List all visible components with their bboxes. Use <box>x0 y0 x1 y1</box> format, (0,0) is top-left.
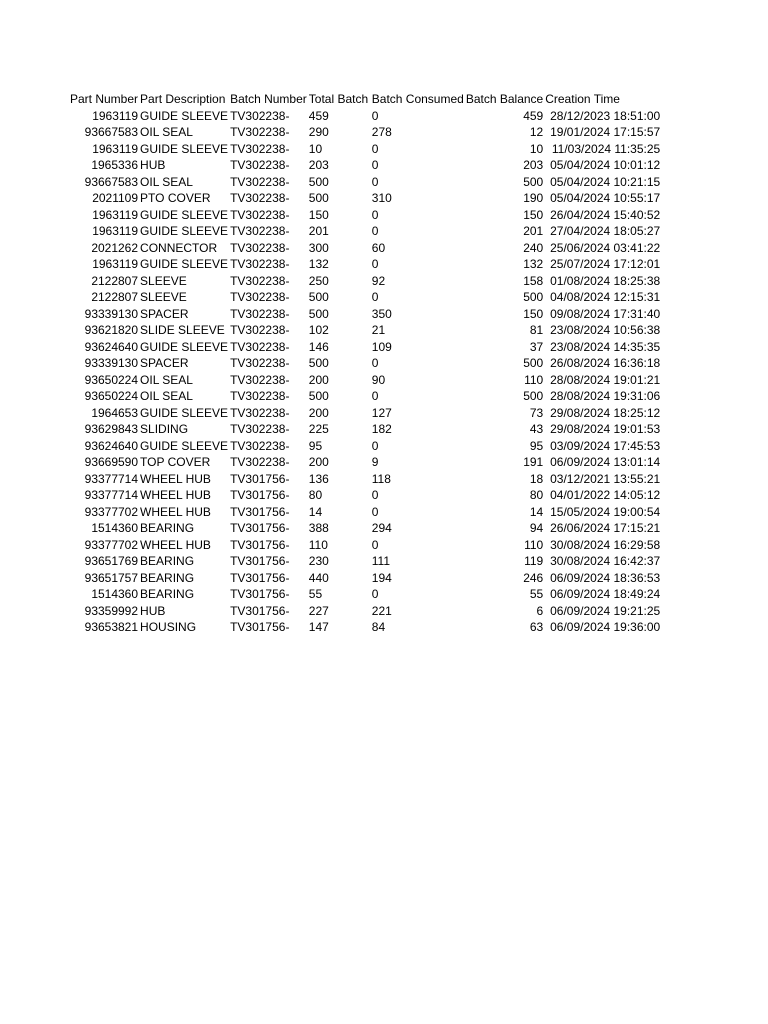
cell-batch-consumed: 0 <box>371 174 379 189</box>
header-part-description: Part Description <box>140 92 226 106</box>
cell-batch-number: TV302238- <box>230 356 290 370</box>
cell-part-description: HUB <box>140 603 166 618</box>
cell-batch-number: TV302238- <box>230 372 290 387</box>
cell-part-number: 93651769 <box>84 554 139 568</box>
cell-batch-consumed: 221 <box>371 603 392 618</box>
cell-creation-time: 30/08/2024 16:29:58 <box>550 537 661 552</box>
table-row <box>69 190 661 207</box>
cell-creation-time: 05/04/2024 10:55:17 <box>550 191 661 205</box>
table-row <box>69 339 661 356</box>
header-row <box>69 91 661 108</box>
cell-part-number: 1963119 <box>92 224 139 238</box>
cell-part-number: 1963119 <box>92 257 139 271</box>
cell-part-number: 93650224 <box>84 372 139 387</box>
cell-creation-time: 27/04/2024 18:05:27 <box>550 224 661 238</box>
cell-creation-time: 06/09/2024 13:01:14 <box>550 455 661 469</box>
table-row <box>69 372 661 389</box>
cell-batch-balance: 94 <box>529 521 544 535</box>
cell-creation-time: 05/04/2024 10:21:15 <box>550 174 661 189</box>
cell-total-batch: 300 <box>308 240 329 255</box>
cell-part-description: GUIDE SLEEVE <box>140 224 229 238</box>
spreadsheet <box>69 91 661 636</box>
cell-total-batch: 80 <box>308 488 323 502</box>
cell-batch-consumed: 0 <box>371 488 379 502</box>
cell-part-number: 2021262 <box>91 240 139 255</box>
cell-batch-balance: 110 <box>524 537 544 552</box>
cell-batch-balance: 246 <box>523 570 544 585</box>
cell-total-batch: 55 <box>308 587 323 601</box>
cell-total-batch: 500 <box>308 174 329 189</box>
cell-batch-balance: 73 <box>529 405 544 420</box>
cell-part-description: SLEEVE <box>140 273 187 288</box>
cell-batch-consumed: 111 <box>371 554 391 568</box>
cell-part-number: 93621820 <box>84 323 139 337</box>
cell-batch-number: TV301756- <box>230 537 290 552</box>
cell-batch-consumed: 0 <box>371 356 379 370</box>
cell-batch-balance: 95 <box>529 438 544 453</box>
cell-batch-number: TV302238- <box>230 141 290 156</box>
cell-part-description: WHEEL HUB <box>140 537 211 552</box>
cell-part-description: OIL SEAL <box>140 372 193 387</box>
cell-creation-time: 04/08/2024 12:15:31 <box>550 290 661 304</box>
cell-creation-time: 28/12/2023 18:51:00 <box>550 108 661 123</box>
cell-batch-balance: 191 <box>523 455 544 469</box>
cell-batch-consumed: 310 <box>371 191 392 205</box>
cell-creation-time: 09/08/2024 17:31:40 <box>550 306 661 321</box>
cell-batch-number: TV302238- <box>230 290 290 304</box>
table-row <box>69 240 661 257</box>
header-part-number: Part Number <box>70 92 139 106</box>
cell-part-number: 93629843 <box>84 422 139 436</box>
cell-total-batch: 147 <box>308 620 329 634</box>
cell-batch-number: TV301756- <box>230 603 290 618</box>
cell-total-batch: 225 <box>308 422 329 436</box>
cell-batch-balance: 500 <box>523 389 544 403</box>
cell-batch-number: TV301756- <box>230 471 290 486</box>
cell-total-batch: 201 <box>308 224 329 238</box>
cell-creation-time: 28/08/2024 19:31:06 <box>550 389 661 403</box>
cell-part-number: 2122807 <box>91 290 139 304</box>
cell-part-number: 93650224 <box>84 389 139 403</box>
cell-batch-number: TV301756- <box>230 488 290 502</box>
cell-batch-consumed: 0 <box>371 141 379 156</box>
table-row <box>69 553 661 570</box>
cell-batch-consumed: 182 <box>371 422 392 436</box>
cell-part-description: GUIDE SLEEVE <box>140 141 229 156</box>
cell-part-description: GUIDE SLEEVE <box>140 207 229 222</box>
table-row <box>69 157 661 174</box>
header-total-batch: Total Batch <box>308 92 369 106</box>
cell-part-description: WHEEL HUB <box>140 504 211 519</box>
cell-part-description: BEARING <box>140 554 195 568</box>
cell-batch-number: TV302238- <box>230 108 290 123</box>
cell-batch-consumed: 278 <box>371 125 392 139</box>
cell-creation-time: 03/12/2021 13:55:21 <box>550 471 661 486</box>
cell-batch-balance: 6 <box>536 603 544 618</box>
cell-batch-consumed: 0 <box>371 587 379 601</box>
cell-part-number: 1963119 <box>92 207 139 222</box>
cell-total-batch: 500 <box>308 191 329 205</box>
cell-batch-consumed: 0 <box>371 504 379 519</box>
cell-part-number: 2021109 <box>92 191 139 205</box>
cell-creation-time: 29/08/2024 18:25:12 <box>550 405 661 420</box>
cell-part-description: WHEEL HUB <box>140 488 211 502</box>
cell-part-description: WHEEL HUB <box>140 471 211 486</box>
cell-part-number: 93667583 <box>84 125 139 139</box>
header-creation-time: Creation Time <box>545 92 620 106</box>
cell-batch-consumed: 0 <box>371 158 379 172</box>
cell-batch-number: TV302238- <box>230 191 290 205</box>
cell-total-batch: 102 <box>308 323 329 337</box>
cell-batch-number: TV302238- <box>230 422 290 436</box>
cell-total-batch: 500 <box>308 389 329 403</box>
table-row <box>69 388 661 405</box>
cell-part-number: 93377702 <box>84 537 139 552</box>
cell-creation-time: 26/08/2024 16:36:18 <box>550 356 661 370</box>
cell-total-batch: 203 <box>308 158 329 172</box>
cell-part-number: 93339130 <box>84 356 139 370</box>
table-row <box>69 223 661 240</box>
cell-batch-balance: 55 <box>529 587 544 601</box>
cell-part-number: 1963119 <box>92 108 139 123</box>
cell-part-number: 1965336 <box>91 158 139 172</box>
cell-batch-consumed: 92 <box>371 273 386 288</box>
cell-batch-balance: 240 <box>523 240 544 255</box>
cell-batch-balance: 158 <box>523 273 544 288</box>
cell-total-batch: 150 <box>308 207 329 222</box>
cell-total-batch: 146 <box>308 339 329 354</box>
table-row <box>69 438 661 455</box>
cell-creation-time: 15/05/2024 19:00:54 <box>550 504 661 519</box>
cell-part-description: BEARING <box>140 570 195 585</box>
cell-creation-time: 04/01/2022 14:05:12 <box>550 488 661 502</box>
cell-batch-number: TV302238- <box>230 207 290 222</box>
cell-part-number: 93377702 <box>84 504 139 519</box>
cell-total-batch: 500 <box>308 290 329 304</box>
cell-part-description: SLIDING <box>140 422 189 436</box>
cell-batch-consumed: 109 <box>371 339 392 354</box>
cell-total-batch: 230 <box>308 554 329 568</box>
cell-batch-number: TV302238- <box>230 273 290 288</box>
header-batch-consumed: Batch Consumed <box>371 92 464 106</box>
cell-creation-time: 06/09/2024 18:49:24 <box>550 587 661 601</box>
cell-part-description: SPACER <box>140 356 189 370</box>
cell-batch-consumed: 0 <box>371 108 379 123</box>
header-batch-balance: Batch Balance <box>465 92 544 106</box>
cell-total-batch: 200 <box>308 405 329 420</box>
cell-total-batch: 200 <box>308 455 329 469</box>
table-row <box>69 289 661 306</box>
cell-batch-balance: 500 <box>523 290 544 304</box>
cell-batch-balance: 190 <box>523 191 544 205</box>
cell-creation-time: 11/03/2024 11:35:25 <box>551 141 661 156</box>
cell-creation-time: 30/08/2024 16:42:37 <box>550 554 661 568</box>
cell-batch-balance: 500 <box>523 174 544 189</box>
cell-part-number: 93377714 <box>84 471 139 486</box>
table-row <box>69 619 661 636</box>
cell-creation-time: 26/04/2024 15:40:52 <box>550 207 661 222</box>
cell-batch-consumed: 9 <box>371 455 379 469</box>
cell-batch-balance: 37 <box>529 339 544 354</box>
cell-part-description: SPACER <box>140 306 189 321</box>
cell-batch-consumed: 0 <box>371 438 379 453</box>
cell-part-description: GUIDE SLEEVE <box>140 438 229 453</box>
cell-batch-consumed: 350 <box>371 306 392 321</box>
cell-part-number: 93651757 <box>84 570 139 585</box>
header-batch-number: Batch Number <box>230 92 307 106</box>
cell-part-description: SLIDE SLEEVE <box>140 323 225 337</box>
cell-batch-consumed: 118 <box>371 471 391 486</box>
cell-batch-number: TV302238- <box>230 224 290 238</box>
cell-batch-number: TV302238- <box>230 174 290 189</box>
cell-creation-time: 23/08/2024 14:35:35 <box>550 339 661 354</box>
table-row <box>69 174 661 191</box>
cell-batch-balance: 150 <box>523 306 544 321</box>
cell-part-number: 1963119 <box>92 141 139 156</box>
cell-part-description: PTO COVER <box>140 191 211 205</box>
cell-part-description: TOP COVER <box>140 455 211 469</box>
table-row <box>69 405 661 422</box>
cell-batch-balance: 500 <box>523 356 544 370</box>
table-row <box>69 537 661 554</box>
cell-creation-time: 25/06/2024 03:41:22 <box>550 240 661 255</box>
cell-batch-consumed: 0 <box>371 290 379 304</box>
table-row <box>69 256 661 273</box>
cell-batch-balance: 150 <box>523 207 544 222</box>
cell-part-number: 1514360 <box>91 587 139 601</box>
cell-part-description: HOUSING <box>140 620 197 634</box>
cell-part-number: 93377714 <box>84 488 139 502</box>
cell-total-batch: 290 <box>308 125 329 139</box>
cell-part-description: BEARING <box>140 587 195 601</box>
cell-total-batch: 200 <box>308 372 329 387</box>
cell-batch-balance: 10 <box>529 141 544 156</box>
cell-part-number: 93339130 <box>84 306 139 321</box>
table-row <box>69 421 661 438</box>
cell-creation-time: 29/08/2024 19:01:53 <box>550 422 661 436</box>
cell-total-batch: 136 <box>308 471 329 486</box>
table-body <box>69 108 661 636</box>
cell-batch-balance: 80 <box>529 488 544 502</box>
cell-batch-number: TV302238- <box>230 306 290 321</box>
cell-batch-number: TV302238- <box>230 240 290 255</box>
cell-part-description: BEARING <box>140 521 195 535</box>
cell-total-batch: 95 <box>308 438 323 453</box>
cell-part-description: SLEEVE <box>140 290 187 304</box>
cell-creation-time: 25/07/2024 17:12:01 <box>550 257 661 271</box>
table-row <box>69 603 661 620</box>
cell-batch-balance: 81 <box>529 323 544 337</box>
cell-part-number: 1964653 <box>91 405 139 420</box>
table-row <box>69 108 661 125</box>
cell-part-number: 93624640 <box>84 438 139 453</box>
cell-part-description: GUIDE SLEEVE <box>140 108 229 123</box>
cell-part-description: OIL SEAL <box>140 174 193 189</box>
cell-batch-number: TV301756- <box>230 587 290 601</box>
cell-batch-number: TV302238- <box>230 257 290 271</box>
cell-batch-number: TV301756- <box>230 554 290 568</box>
cell-part-description: GUIDE SLEEVE <box>140 257 229 271</box>
cell-creation-time: 06/09/2024 19:36:00 <box>550 620 661 634</box>
cell-batch-number: TV302238- <box>230 438 290 453</box>
table-row <box>69 504 661 521</box>
cell-part-number: 93624640 <box>84 339 139 354</box>
cell-batch-number: TV302238- <box>230 323 290 337</box>
cell-total-batch: 459 <box>308 108 329 123</box>
table-row <box>69 322 661 339</box>
cell-batch-number: TV302238- <box>230 339 290 354</box>
table-row <box>69 124 661 141</box>
table-row <box>69 454 661 471</box>
cell-batch-number: TV302238- <box>230 158 290 172</box>
cell-batch-consumed: 0 <box>371 207 379 222</box>
cell-total-batch: 110 <box>308 537 328 552</box>
cell-creation-time: 03/09/2024 17:45:53 <box>550 438 661 453</box>
cell-part-number: 93359992 <box>84 603 139 618</box>
cell-creation-time: 28/08/2024 19:01:21 <box>550 372 661 387</box>
cell-batch-balance: 201 <box>523 224 544 238</box>
cell-batch-consumed: 84 <box>371 620 386 634</box>
cell-creation-time: 26/06/2024 17:15:21 <box>550 521 661 535</box>
cell-batch-balance: 43 <box>529 422 544 436</box>
cell-creation-time: 23/08/2024 10:56:38 <box>550 323 661 337</box>
cell-part-description: CONNECTOR <box>140 240 218 255</box>
cell-total-batch: 250 <box>308 273 329 288</box>
cell-batch-consumed: 294 <box>371 521 392 535</box>
cell-batch-consumed: 0 <box>371 537 379 552</box>
table-row <box>69 355 661 372</box>
cell-total-batch: 500 <box>308 356 329 370</box>
cell-batch-number: TV302238- <box>230 125 290 139</box>
cell-creation-time: 01/08/2024 18:25:38 <box>550 273 661 288</box>
cell-part-number: 93667583 <box>84 174 139 189</box>
cell-batch-number: TV301756- <box>230 570 290 585</box>
cell-batch-balance: 63 <box>529 620 544 634</box>
cell-total-batch: 500 <box>308 306 329 321</box>
cell-total-batch: 227 <box>308 603 329 618</box>
cell-total-batch: 10 <box>308 141 323 156</box>
cell-part-description: OIL SEAL <box>140 389 193 403</box>
cell-creation-time: 06/09/2024 18:36:53 <box>550 570 661 585</box>
cell-batch-number: TV301756- <box>230 620 290 634</box>
cell-part-description: GUIDE SLEEVE <box>140 339 229 354</box>
cell-batch-balance: 18 <box>529 471 544 486</box>
cell-batch-balance: 132 <box>523 257 544 271</box>
cell-batch-consumed: 194 <box>371 570 392 585</box>
cell-batch-number: TV301756- <box>230 521 290 535</box>
table-row <box>69 207 661 224</box>
cell-total-batch: 388 <box>308 521 329 535</box>
cell-batch-balance: 203 <box>523 158 544 172</box>
cell-batch-consumed: 127 <box>371 405 392 420</box>
cell-batch-consumed: 0 <box>371 224 379 238</box>
cell-batch-balance: 459 <box>523 108 544 123</box>
cell-batch-consumed: 21 <box>371 323 386 337</box>
cell-batch-balance: 119 <box>524 554 544 568</box>
cell-batch-balance: 110 <box>524 372 544 387</box>
cell-batch-number: TV302238- <box>230 405 290 420</box>
table-row <box>69 487 661 504</box>
table-row <box>69 471 661 488</box>
cell-total-batch: 132 <box>308 257 329 271</box>
batch-table <box>69 91 661 636</box>
table-row <box>69 586 661 603</box>
cell-batch-number: TV302238- <box>230 389 290 403</box>
cell-total-batch: 14 <box>308 504 323 519</box>
cell-part-description: GUIDE SLEEVE <box>140 405 229 420</box>
cell-batch-number: TV301756- <box>230 504 290 519</box>
table-row <box>69 520 661 537</box>
cell-part-number: 93669590 <box>84 455 139 469</box>
cell-batch-consumed: 0 <box>371 257 379 271</box>
cell-batch-number: TV302238- <box>230 455 290 469</box>
cell-batch-balance: 12 <box>529 125 544 139</box>
cell-batch-balance: 14 <box>529 504 544 519</box>
table-row <box>69 570 661 587</box>
cell-batch-consumed: 60 <box>371 240 386 255</box>
cell-part-number: 1514360 <box>91 521 139 535</box>
table-row <box>69 273 661 290</box>
table-row <box>69 306 661 323</box>
cell-part-number: 93653821 <box>84 620 139 634</box>
cell-part-description: OIL SEAL <box>140 125 193 139</box>
cell-batch-consumed: 0 <box>371 389 379 403</box>
cell-creation-time: 05/04/2024 10:01:12 <box>550 158 661 172</box>
cell-part-number: 2122807 <box>91 273 139 288</box>
cell-batch-consumed: 90 <box>371 372 386 387</box>
table-row <box>69 141 661 158</box>
cell-creation-time: 19/01/2024 17:15:57 <box>550 125 661 139</box>
cell-creation-time: 06/09/2024 19:21:25 <box>550 603 661 618</box>
cell-part-description: HUB <box>140 158 166 172</box>
cell-total-batch: 440 <box>308 570 329 585</box>
